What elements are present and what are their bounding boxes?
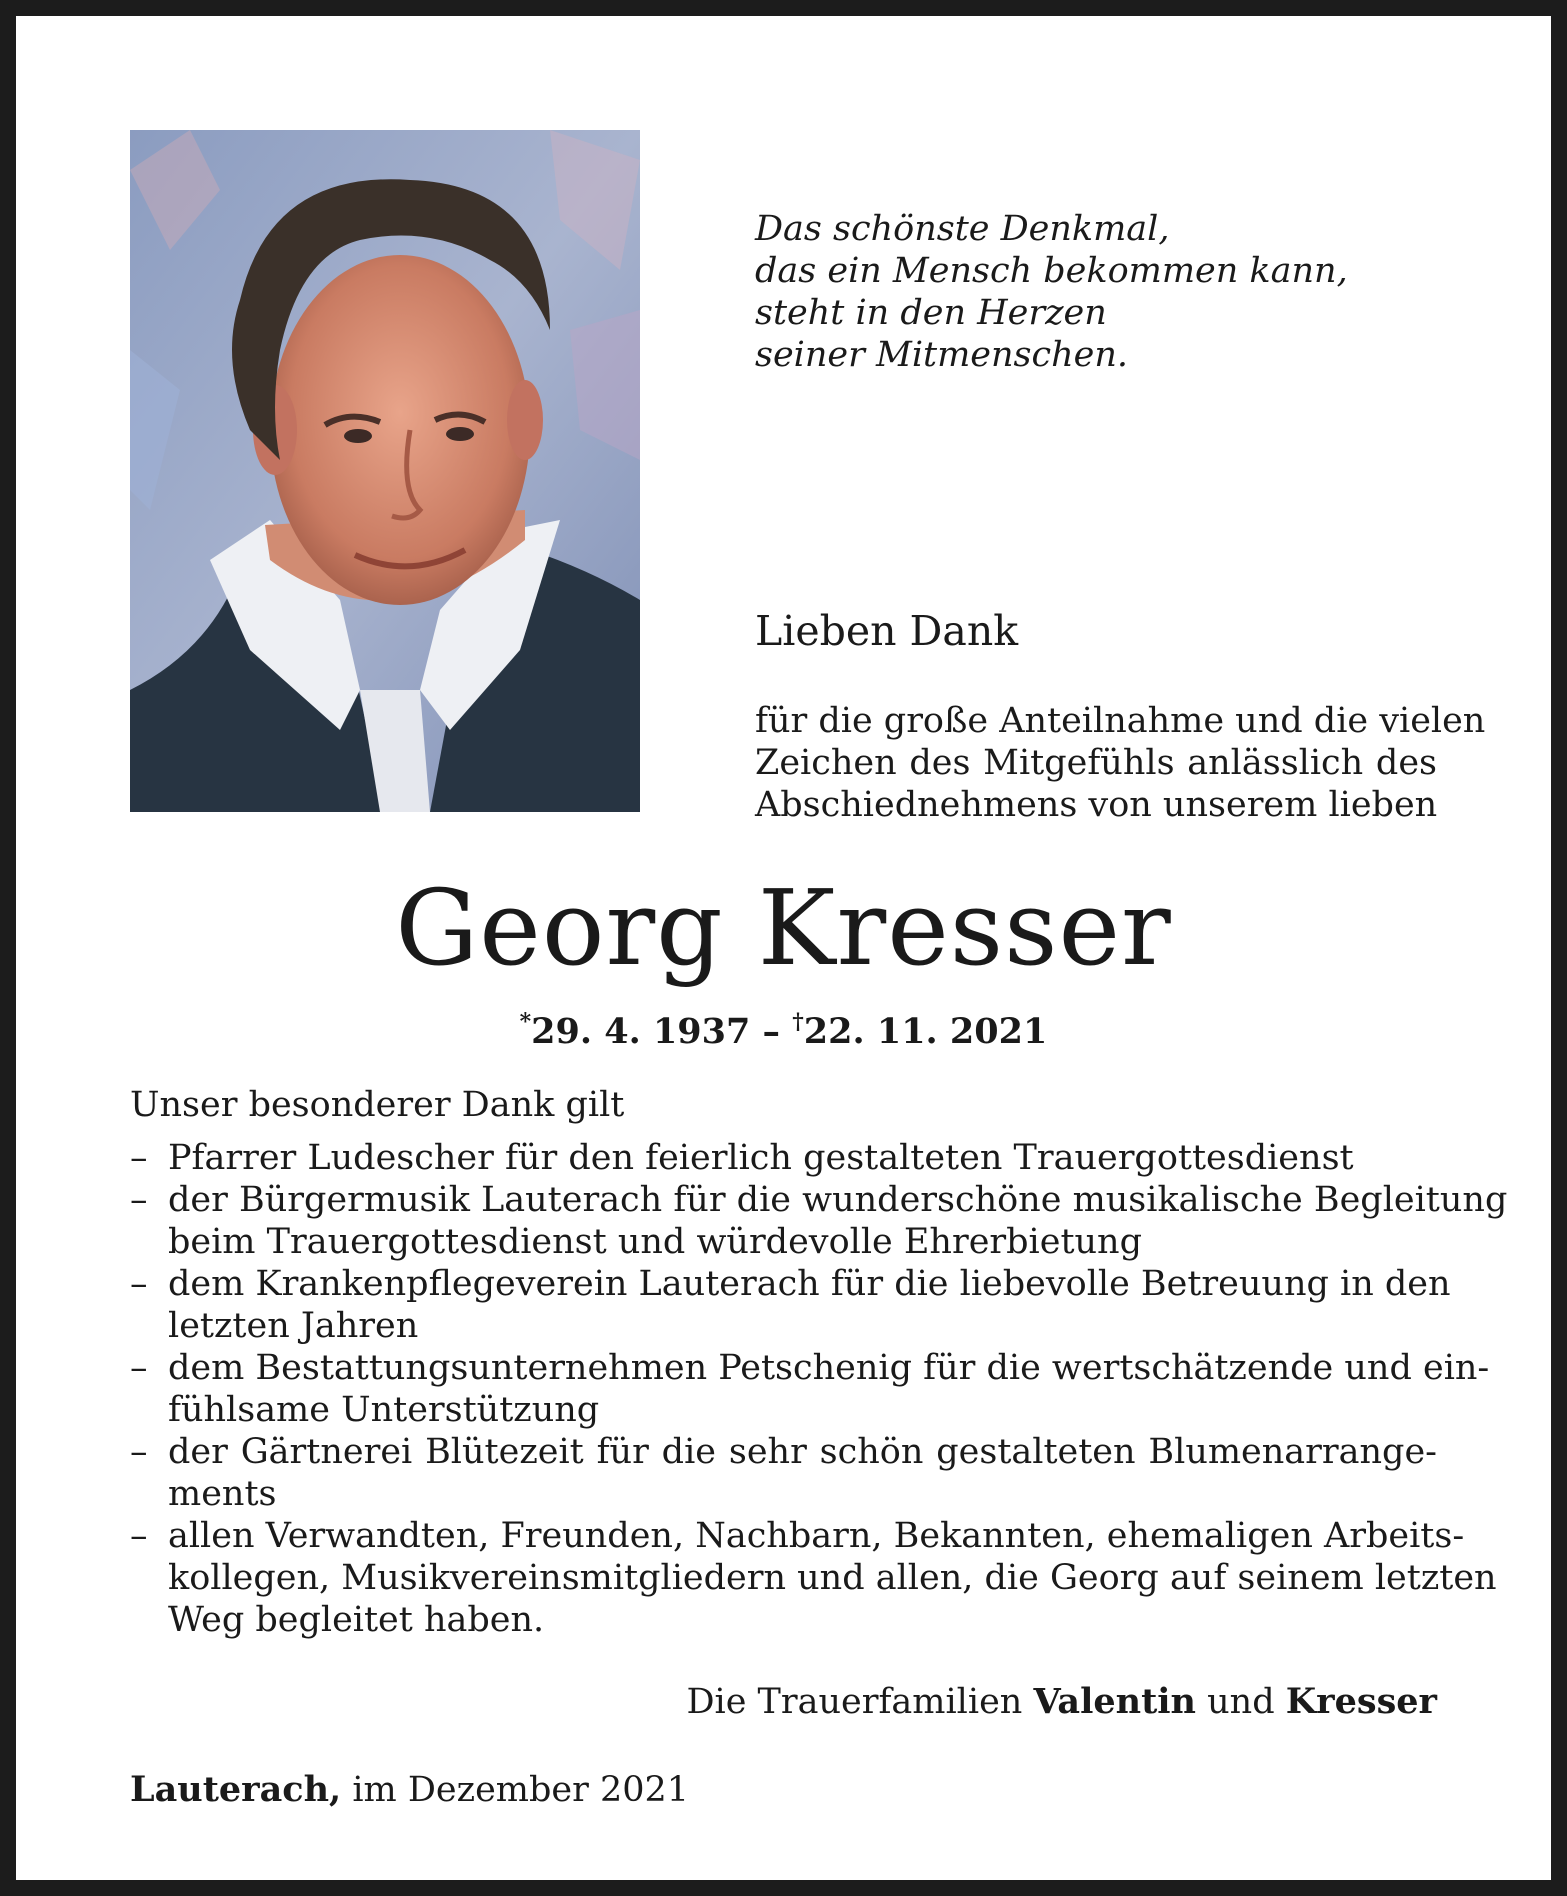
list-item-row: der Bürgermusik Lauterach für die wunderschöne musikalische Begleitung [168,1180,1508,1220]
deceased-name: Georg Kresser [395,867,1172,989]
intro-line: für die große Anteilnahme und die vielen [755,701,1486,741]
quote-line: steht in den Herzen [755,293,1107,333]
list-item-row: ments [168,1474,277,1514]
list-item [130,1347,1490,1431]
signature-prefix: Die Trauerfamilien [686,1682,1034,1722]
portrait-photo [130,130,640,812]
list-item-row: fühlsame Unterstützung [168,1390,600,1430]
list-item-row: Weg begleitet haben. [168,1600,545,1640]
list-item [130,1431,1437,1515]
list-item [130,1515,1497,1641]
thanks-heading: Lieben Dank [755,607,1019,655]
list-dash: – [130,1264,148,1304]
list-dash: – [130,1180,148,1220]
list-dash: – [130,1138,148,1178]
intro-line: Zeichen des Mitgefühls anlässlich des [755,743,1437,783]
family-name-kresser: Kresser [1285,1681,1437,1722]
list-dash: – [130,1516,148,1556]
list-dash: – [130,1432,148,1472]
death-date: 22. 11. 2021 [803,1011,1048,1052]
list-item-row: dem Bestattungsunternehmen Petschenig für die wertschätzende und ein- [168,1348,1490,1388]
family-name-valentin: Valentin [1033,1681,1196,1722]
list-item-row: allen Verwandten, Freunden, Nachbarn, Bekannten, ehemaligen Arbeits- [168,1516,1465,1556]
intro-paragraph [755,700,1486,826]
list-item-row: beim Trauergottesdienst und würdevolle Ehrerbietung [168,1222,1143,1262]
list-item-row: der Gärtnerei Blütezeit für die sehr schön gestalteten Blumenarrange- [168,1432,1437,1472]
list-item-row: Pfarrer Ludescher für den feierlich gestalteten Trauergottesdienst [168,1138,1354,1178]
place-name: Lauterach, [130,1769,342,1810]
list-item-row: letzten Jahren [168,1306,419,1346]
list-item [130,1263,1451,1347]
quote-line: Das schönste Denkmal, [755,209,1170,249]
quote-line: seiner Mitmenschen. [755,335,1129,375]
list-item [130,1179,1508,1263]
place-and-date [130,1768,689,1812]
list-dash: – [130,1348,148,1388]
date-separator: – [750,1011,793,1052]
list-item-row: dem Krankenpflegeverein Lauterach für die liebevolle Betreuung in den [168,1264,1451,1304]
thanks-list [130,1137,1508,1641]
memorial-quote [755,208,1348,376]
family-signature [686,1680,1437,1724]
quote-line: das ein Mensch bekommen kann, [755,251,1348,291]
death-symbol: † [792,1009,804,1035]
thanks-intro: Unser besonderer Dank gilt [130,1085,625,1125]
birth-date: 29. 4. 1937 [531,1011,751,1052]
list-item [130,1137,1437,1179]
signature-joiner: und [1196,1682,1286,1722]
life-dates [0,1000,1567,1054]
date-text: im Dezember 2021 [341,1770,690,1810]
list-item-row: kollegen, Musikvereinsmitgliedern und allen, die Georg auf seinem letzten [168,1558,1497,1598]
intro-line: Abschiednehmens von unserem lieben [755,785,1438,825]
birth-symbol: * [519,1009,532,1035]
